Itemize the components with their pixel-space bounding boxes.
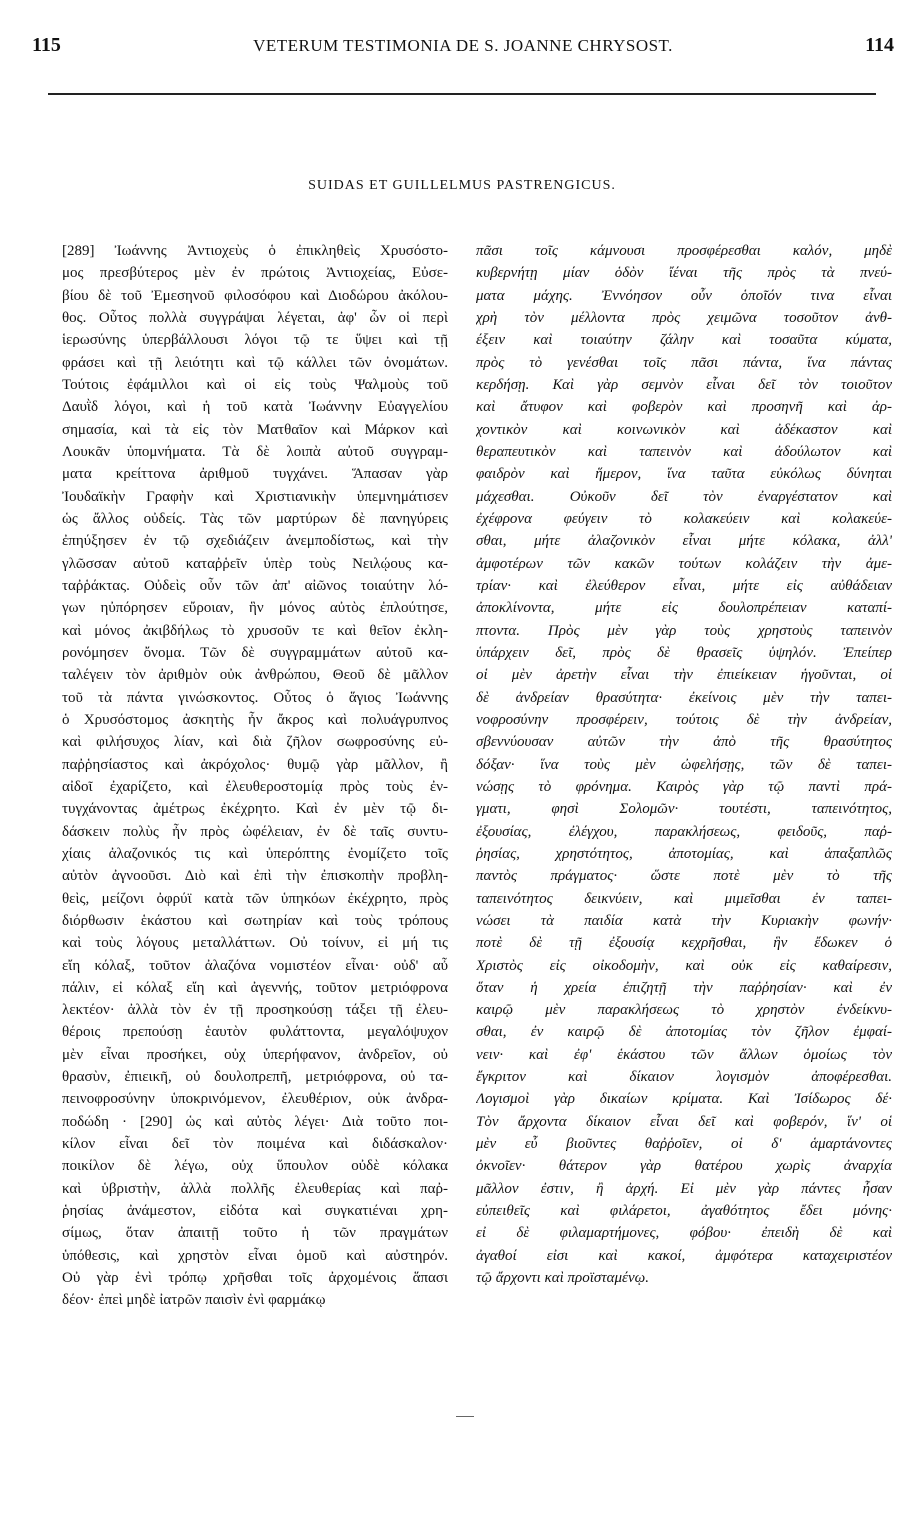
text-line: γματι, φησὶ Σολομῶν· τουτέστι, ταπεινότητος,: [476, 801, 892, 818]
text-line: ὅταν ἡ χρεία ἐπιζητῇ τὴν παῤῥησίαν· καὶ ἐν: [476, 979, 892, 996]
text-line: νειν· καὶ ἐφ' ἑκάστου τῶν ἄλλων ὁμοίως τὸν: [476, 1046, 892, 1063]
text-line: γων ηὐπόρησεν εὔροιαν, ἣν μόνος αὐτὸς ἐπλούτησε,: [62, 600, 448, 617]
text-line: ὡς ἄλλος οὐδείς. Τὰς τῶν μαρτύρων δὲ πανηγύρεις: [62, 510, 448, 527]
text-line: ἔγκριτον καὶ δίκαιον λογισμὸν ἀποφέρεσθαι.: [476, 1069, 892, 1086]
text-line: ἀποκλίνοντα, μήτε εἰς δουλοπρέπειαν καταπί-: [476, 600, 892, 617]
text-line: νώσῃς τὸ φρόνημα. Καιρὸς γὰρ τῷ παντὶ πρά-: [476, 778, 892, 795]
text-line: Τούτοις ἐφάμιλλοι καὶ οἱ εἰς τοὺς Ψαλμοὺς τοῦ: [62, 376, 448, 393]
text-line: ταπεινότητος δεικνύειν, καὶ μιμεῖσθαι ἐν ταπει-: [476, 890, 892, 907]
text-line: δόξαν· ἵνα τοὺς μὲν ὠφελήσῃς, τῶν δὲ ταπει-: [476, 756, 892, 773]
text-line: ἐχέφρονα φεύγειν τὸ κολακεύειν καὶ κολακεύε-: [476, 510, 892, 527]
text-line: αἰδοῖ ἐχαρίζετο, καὶ ἐλευθεροστομίᾳ πρὸς τοὺς ἐν-: [62, 778, 448, 795]
text-line: Λουκᾶν ὑπομνήματα. Τὰ δὲ λοιπὰ αὐτοῦ συγγραμ-: [62, 443, 448, 460]
text-line: φαιδρὸν καὶ ἥμερον, ἵνα ταῦτα εὐκόλως δύνηται: [476, 466, 892, 483]
text-line: λεκτέον· ἀλλὰ τὸν ἐν τῇ προσηκούσῃ τάξει τῇ ἐλευ-: [62, 1002, 448, 1019]
text-line: τῷ ἄρχοντι καὶ προϊσταμένῳ.: [476, 1270, 649, 1287]
text-line: πάλιν, εἰ κόλαξ εἴη καὶ ἀγεννής, τοῦτον μετριόφρονα: [62, 979, 448, 996]
text-line: έξειν καὶ τοιαύτην ζάλην καὶ τοσαῦτα κύματα,: [476, 332, 892, 349]
header-rule: [48, 93, 876, 95]
text-line: μος πρεσβύτερος μὲν ἐν πρώτοις Ἀντιοχείας, Εὐσε-: [62, 265, 448, 282]
text-line: ταλέγειν τὸν ἀριθμὸν οὐκ ἀνθρώπου, Θεοῦ δὲ μᾶλλον: [62, 667, 448, 684]
text-line: τυγχάνοντας ἀμέτρως ἐκέχρητο. Καὶ ἐν μὲν τῷ δι-: [62, 801, 448, 818]
text-line: μᾶλλον ἐστιν, ἢ ἀρχή. Εἰ μὲν γὰρ πάντες ἦσαν: [476, 1180, 892, 1197]
text-line: Δαυῒδ λόγοι, καὶ ἡ τοῦ κατὰ Ἰωάννην Εὐαγγελίου: [62, 399, 448, 416]
text-line: θέροις πρεπούσῃ ἑαυτὸν φυλάττοντα, μεγαλόψυχον: [62, 1024, 448, 1041]
text-line: καιρῷ μὲν παρακλήσεως τὸ χρηστὸν ἐνδείκνυ-: [476, 1002, 892, 1019]
text-line: Ἰουδαϊκὴν Γραφὴν καὶ Χριστιανικὴν ὑπεμνημάτισεν: [62, 488, 448, 505]
left-column: [62, 240, 448, 1312]
text-line: παντὸς πράγματος· ὥστε ποτὲ μὲν τὸ τῆς: [476, 868, 892, 885]
text-line: θεὶς, μείζονι ὀφρύϊ κατὰ τῶν ὑπηκόων ἐκέχρητο, πρὸς: [62, 890, 448, 907]
text-line: βίου δὲ τοῦ Ἐμεσηνοῦ φιλοσόφου καὶ Διοδώρου ἀκόλου-: [62, 287, 448, 304]
text-line: πτοντα. Πρὸς μὲν γὰρ τοὺς χρηστοὺς ταπεινὸν: [476, 622, 892, 639]
text-line: θεραπευτικὸν καὶ ταπεινὸν καὶ ἀδούλωτον καὶ: [476, 443, 892, 460]
text-line: μὲν εἶναι προσήκει, οὐχ ὑπερήφανον, ἀνδρεῖον, οὐ: [62, 1046, 448, 1063]
text-line: ἐπηύξησεν ἐν τῷ σχεδιάζειν ἀνεμποδίστως, καὶ τὴν: [62, 533, 448, 550]
text-line: τοῦ τὰ πάντα γινώσκοντος. Οὗτος ὁ ἅγιος Ἰωάννης: [62, 689, 448, 706]
text-line: [289] Ἰωάννης Ἀντιοχεὺς ὁ ἐπικληθεὶς Χρυσόστο-: [62, 243, 448, 259]
text-line: ματα μάχης. Ἐννόησον οὖν ὁποῖόν τινα εἶναι: [476, 287, 892, 304]
text-line: παῤῥησίαστος καὶ ἀκρόχολος· θυμῷ γὰρ μᾶλλον, ἢ: [62, 756, 448, 773]
right-column: [476, 240, 892, 1289]
page-number-left: 115: [32, 34, 61, 56]
text-line: κυβερνήτῃ μίαν ὁδὸν ἴέναι τῆς πρὸς τὰ πνεύ-: [476, 265, 892, 282]
text-line: ἐξουσίας, ἐλέγχου, παρακλήσεως, φειδοῦς, παῤ-: [476, 823, 892, 840]
text-line: Χριστὸς εἰς οἰκοδομὴν, καὶ οὐκ εἰς καθαίρεσιν,: [476, 957, 892, 974]
text-line: ποδώδη · [290] ὡς καὶ αὐτὸς λέγει· Διὰ τοῦτο ποι-: [62, 1113, 448, 1130]
footer-mark: [456, 1416, 474, 1417]
text-line: χίαις ἀλαζονικός τις καὶ ὑπερόπτης ἐνομίζετο τοῖς: [62, 845, 448, 862]
text-line: σίμως, ὅταν ἀπαιτῇ τοῦτο ἡ τῶν πραγμάτων: [62, 1225, 448, 1242]
text-line: εἴη κόλαξ, τοῦτον ἀλαζόνα νομιστέον εἶναι· οὐδ' αὖ: [62, 957, 448, 974]
text-line: ὑπόθεσις, καὶ χρηστὸν εἶναι ὁμοῦ καὶ αὐστηρόν.: [62, 1247, 448, 1264]
text-line: νώσει τὰ παιδία κατὰ τὴν Κυριακὴν φωνήν·: [476, 912, 892, 929]
text-line: ἀμφοτέρων τῶν κακῶν τούτων κολάζειν τὴν ἀμε-: [476, 555, 892, 572]
text-line: νοφροσύνην προσφέρειν, τούτοις δὲ τὴν ἀνδρείαν,: [476, 711, 892, 728]
text-line: χοντικὸν καὶ κοινωνικὸν καὶ ἀδέκαστον καὶ: [476, 421, 892, 438]
text-line: καὶ ἄτυφον καὶ φοβερὸν καὶ προσηνῆ καὶ ἀρ-: [476, 399, 892, 416]
text-line: θρασὺν, ἐπιεικῆ, οὐ δουλοπρεπῆ, μετριόφρονα, οὐ τα-: [62, 1069, 448, 1086]
text-line: καὶ τοὺς λόγους μεταλλάττων. Οὐ τοίνυν, εἰ μή τις: [62, 935, 448, 952]
text-line: Οὐ γὰρ ἑνὶ τρόπῳ χρῆσθαι τοῖς ἀρχομένοις ἅπασι: [62, 1270, 448, 1287]
text-line: ποικίλον δὲ λέγω, οὐχ ὕπουλον οὐδὲ κόλακα: [62, 1158, 448, 1175]
text-line: καὶ μόνος ἀκιβδήλως τὸ χρυσοῦν τε καὶ θεῖον ἐκλη-: [62, 622, 448, 639]
text-line: δέον· ἐπεὶ μηδὲ ἰατρῶν παισὶν ἑνὶ φαρμάκῳ: [62, 1292, 326, 1309]
running-header: [32, 34, 894, 58]
running-title: VETERUM TESTIMONIA DE S. JOANNE CHRYSOST.: [253, 36, 673, 55]
text-line: πεινοφροσύνην ὑποκρινόμενον, ἐλευθέριον, οὐκ ἀνδρα-: [62, 1091, 448, 1108]
text-line: πρὸς τὸ γενέσθαι τοῖς πᾶσι πάντα, ἵνα πάντας: [476, 354, 892, 371]
text-line: εὐπειθεῖς καὶ φιλάρετοι, ἀγαθότητος ἔδει μόνης·: [476, 1203, 892, 1220]
text-line: δάσκειν πολὺς ἦν πρὸς ὠφέλειαν, ἐν δὲ ταῖς συντυ-: [62, 823, 448, 840]
text-line: καὶ φιλήσυχος λίαν, καὶ διὰ ζῆλον σωφροσύνης εὐ-: [62, 734, 448, 751]
page-number-right: 114: [865, 34, 894, 56]
text-line: ἱερωσύνης ὑπερβάλλουσι λόγοι τῷ τε ὕψει καὶ τῇ: [62, 332, 448, 349]
text-line: δὲ ἀνδρείαν θρασύτητα· ἐκείνοις μὲν τὴν ταπει-: [476, 689, 892, 706]
text-line: μὲν εὖ βιοῦντες θαῤῥοῖεν, οἱ δ' ἁμαρτάνοντες: [476, 1136, 892, 1153]
text-line: ὑπάρχειν δεῖ, πρὸς δὲ θρασεῖς ὑψηλόν. Ἐπείπερ: [476, 644, 892, 661]
text-line: ποτὲ δὲ τῇ ἐξουσίᾳ κεχρῆσθαι, ἣν ἔδωκεν ὁ: [476, 935, 892, 952]
text-line: ῥησίας, χρηστότητος, ἀποτομίας, καὶ ἁπαξαπλῶς: [476, 845, 892, 862]
text-line: θος. Οὗτος πολλὰ συγγράψαι λέγεται, ἀφ' ὧν οἱ περὶ: [62, 309, 448, 326]
text-line: κερδήσῃ. Καὶ γὰρ σεμνὸν εἶναι δεῖ τὸν τοιοῦτον: [476, 376, 892, 393]
text-line: χρὴ τὸν μέλλοντα πρὸς χειμῶνα τοσοῦτον ἀνθ-: [476, 309, 892, 326]
text-line: σημασία, καὶ τὰ εἰς τὸν Ματθαῖον καὶ Μάρκον καὶ: [62, 421, 448, 438]
text-line: σθαι, ἐν καιρῷ δὲ ἀποτομίας τὸν ζῆλον ἐμφαί-: [476, 1024, 892, 1041]
text-line: τρίαν· καὶ ἐλεύθερον εἶναι, μήτε εἰς αὐθάδειαν: [476, 577, 892, 594]
text-line: σθαι, μήτε ἀλαζονικὸν εἶναι μήτε κόλακα, ἀλλ': [476, 533, 892, 550]
text-line: αὐτὸν ἀγνοοῦσι. Διὸ καὶ ἐπὶ τὴν ἐπισκοπὴν προβλη-: [62, 868, 448, 885]
text-line: Λογισμοὶ γὰρ δικαίων κρίματα. Καὶ Ἰσίδωρος δέ·: [476, 1091, 892, 1108]
text-line: γλῶσσαν αὐτοῦ καταῤῥεῖν ὑπὲρ τοὺς Νειλῴους κα-: [62, 555, 448, 572]
text-line: μάχεσθαι. Οὐκοῦν δεῖ τὸν ἐναργέστατον καὶ: [476, 488, 892, 505]
text-line: ὁ Χρυσόστομος ἀσκητὴς ἦν ἄκρος καὶ πολυάγρυπνος: [62, 711, 448, 728]
text-line: εἰ δὲ φιλαμαρτήμονες, φόβου· ἐπειδὴ δὲ καὶ: [476, 1225, 892, 1242]
text-line: σβεννύουσαν αὐτῶν τὴν ἀπὸ τῆς θρασύτητος: [476, 734, 892, 751]
text-line: οἱ μὲν ἀρετὴν εἶναι τὴν ἐπιείκειαν ἡγοῦνται, οἱ: [476, 667, 892, 684]
text-line: ταῤῥάκτας. Οὐδεὶς οὖν τῶν ἀπ' αἰῶνος τοιαύτην λό-: [62, 577, 448, 594]
text-line: Τὸν ἄρχοντα δίκαιον εἶναι δεῖ καὶ φοβερόν, ἵν' οἱ: [476, 1113, 892, 1130]
text-line: ῥησίας ἀνάμεστον, εἰδότα καὶ συγκατιέναι χρη-: [62, 1203, 448, 1220]
text-line: καὶ ὑβριστὴν, ἀλλὰ πολλῆς ἐλευθερίας καὶ παῤ-: [62, 1180, 448, 1197]
section-title: SUIDAS ET GUILLELMUS PASTRENGICUS.: [308, 178, 616, 193]
text-line: ματα κρείττονα ἀριθμοῦ τυγχάνει. Ἅπασαν γὰρ: [62, 466, 448, 483]
text-line: πᾶσι τοῖς κάμνουσι προσφέρεσθαι καλόν, μηδὲ: [476, 243, 892, 259]
text-line: φράσει καὶ τῇ λειότητι καὶ τῷ κάλλει τῶν ὀνομάτων.: [62, 354, 448, 371]
text-line: ὀκνοῖεν· θάτερον γὰρ θατέρου χωρὶς ἀναρχία: [476, 1158, 892, 1175]
text-line: διόρθωσιν ἑκάστου καὶ σωτηρίαν καὶ τοὺς τρόπους: [62, 912, 448, 929]
text-line: ρονόμησεν ὄνομα. Τῶν δὲ συγγραμμάτων αὐτοῦ κα-: [62, 644, 448, 661]
text-line: ἀγαθοί εἰσι καὶ κακοί, ἀμφότερα καταχειριστέον: [476, 1247, 892, 1264]
text-line: κίλον εἶναι δεῖ τὸν ποιμένα καὶ διδάσκαλον·: [62, 1136, 448, 1153]
